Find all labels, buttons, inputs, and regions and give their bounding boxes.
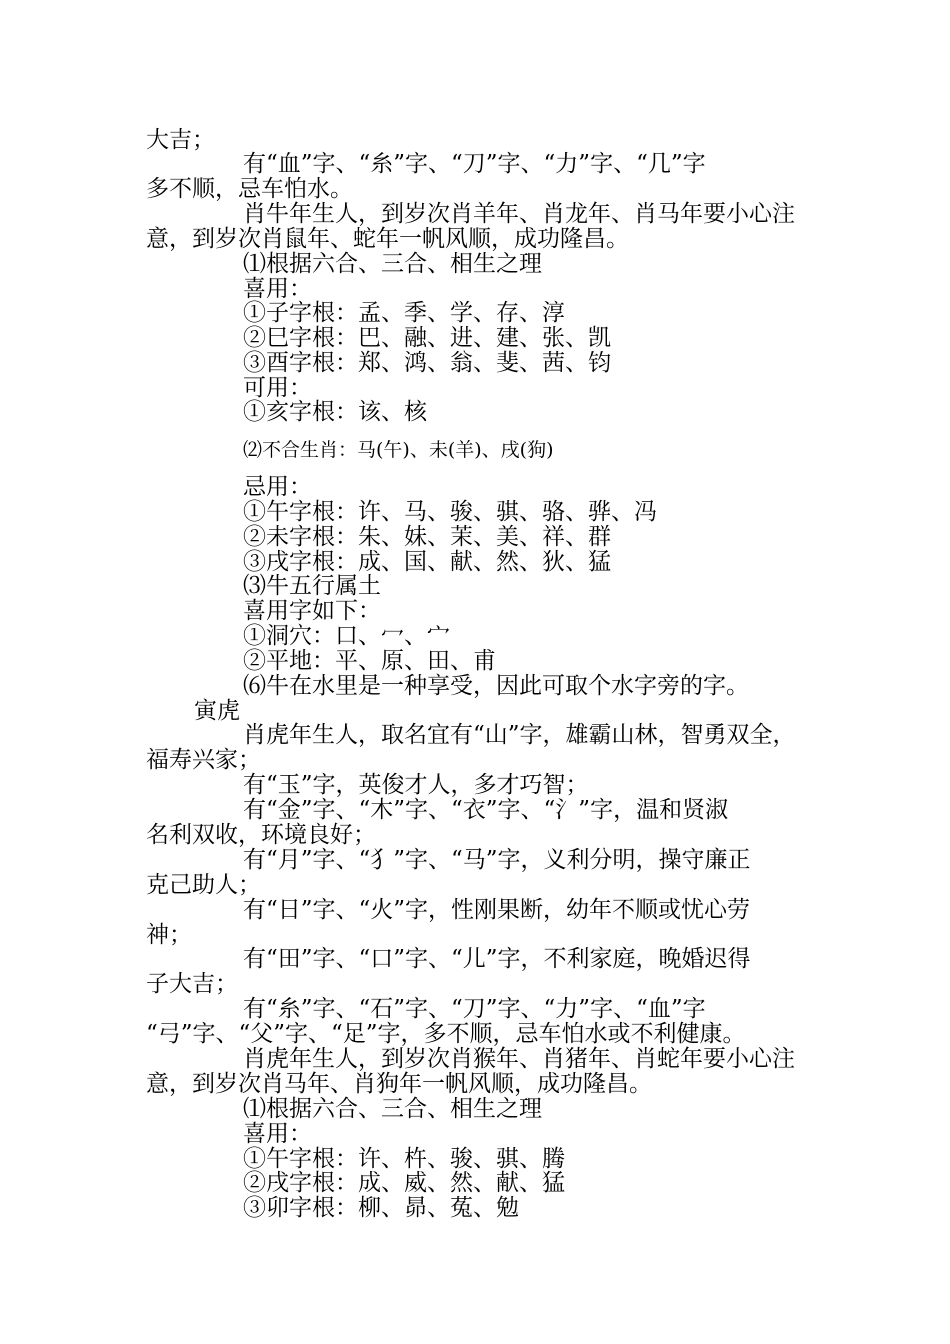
- text-line: 福寿兴家；: [146, 747, 261, 773]
- text-line: 肖虎年生人，取名宜有“山”字，雄霸山林，智勇双全，: [243, 722, 796, 748]
- text-line: ②平地：平、原、田、甫: [243, 648, 496, 674]
- text-line: 多不顺，忌车怕水。: [146, 176, 353, 202]
- text-line: 有“糸”字、“石”字、“刀”字、“力”字、“血”字: [243, 996, 706, 1022]
- section-heading: 寅虎: [194, 698, 240, 724]
- text-line: ⑴根据六合、三合、相生之理: [243, 1096, 542, 1122]
- text-line: ⑹牛在水里是一种享受，因此可取个水字旁的字。: [243, 673, 749, 699]
- text-line: 名利双收，环境良好；: [146, 822, 376, 848]
- text-line: 意，到岁次肖马年、肖狗年一帆风顺，成功隆昌。: [146, 1071, 652, 1097]
- text-line: 大吉；: [146, 127, 215, 153]
- text-line: ①亥字根：该、核: [243, 399, 427, 425]
- text-line: ③戌字根：成、国、献、然、狄、猛: [243, 549, 611, 575]
- text-line: ②巳字根：巴、融、进、建、张、凯: [243, 325, 611, 351]
- text-line: 有“金”字、“木”字、“衣”字、“氵”字，温和贤淑: [243, 797, 729, 823]
- text-line: 克己助人；: [146, 872, 261, 898]
- text-line: 有“月”字、“犭”字、“马”字，义利分明，操守廉正: [243, 847, 751, 873]
- text-line: ②未字根：朱、妹、茉、美、祥、群: [243, 524, 611, 550]
- text-line: ⑴根据六合、三合、相生之理: [243, 251, 542, 277]
- text-line: 意，到岁次肖鼠年、蛇年一帆风顺，成功隆昌。: [146, 226, 629, 252]
- text-line: 有“血”字、“糸”字、“刀”字、“力”字、“几”字: [243, 151, 706, 177]
- text-line: 喜用字如下：: [243, 598, 381, 624]
- text-line: ①洞穴：口、冖、宀: [243, 623, 450, 649]
- text-line: 忌用：: [243, 474, 312, 500]
- text-line: ①午字根：许、杵、骏、骐、腾: [243, 1146, 565, 1172]
- text-line: ③卯字根：柳、昴、菟、勉: [243, 1195, 519, 1221]
- text-line: 喜用：: [243, 276, 312, 302]
- text-line: 有“田”字、“口”字、“儿”字，不利家庭，晚婚迟得: [243, 946, 751, 972]
- text-line: ①子字根：孟、季、学、存、淳: [243, 300, 565, 326]
- text-line: 喜用：: [243, 1121, 312, 1147]
- text-line: ⑶牛五行属土: [243, 573, 381, 599]
- text-line: 肖牛年生人，到岁次肖羊年、肖龙年、肖马年要小心注: [243, 201, 795, 227]
- text-line: ②戌字根：成、威、然、献、猛: [243, 1170, 565, 1196]
- text-line: “弓”字、“父”字、“足”字，多不顺，忌车怕水或不利健康。: [146, 1021, 746, 1047]
- text-line: ⑵不合生肖：马(午)、未(羊)、戌(狗): [243, 439, 554, 461]
- text-line: 有“玉”字，英俊才人，多才巧智；: [243, 772, 589, 798]
- text-line: ①午字根：许、马、骏、骐、骆、骅、冯: [243, 499, 657, 525]
- text-line: 肖虎年生人，到岁次肖猴年、肖猪年、肖蛇年要小心注: [243, 1046, 795, 1072]
- text-line: 神；: [146, 922, 192, 948]
- text-line: ③酉字根：郑、鸿、翁、斐、茜、钧: [243, 350, 611, 376]
- text-line: 可用：: [243, 375, 312, 401]
- text-line: 有“日”字、“火”字，性刚果断，幼年不顺或忧心劳: [243, 897, 751, 923]
- text-line: 子大吉；: [146, 971, 238, 997]
